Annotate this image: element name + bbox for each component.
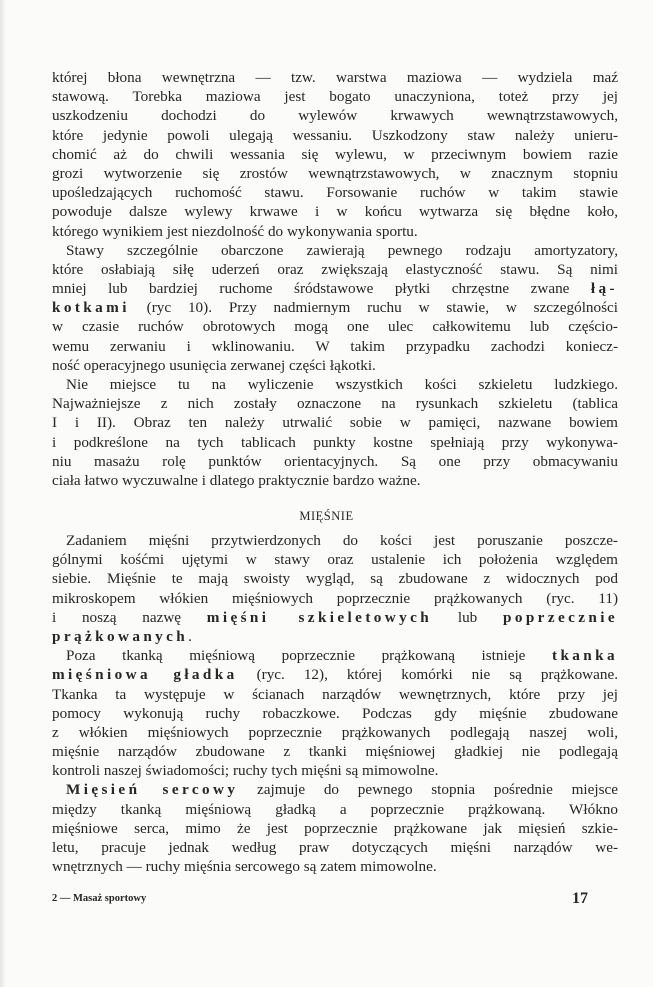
text-line: [52, 145, 618, 164]
text-run: stawową. Torebka maziowa jest bogato unaczyniona, toteż przy jej: [52, 88, 618, 106]
text-line: [52, 531, 618, 550]
body-text-section-1: [52, 68, 618, 490]
text-line: [52, 704, 618, 723]
text-run: uszkodzeniu dochodzi do wylewów krwawych wewnątrzstawowych,: [52, 107, 618, 125]
text-run: Tkanka ta występuje w ścianach narządów wewnętrznych, które przy jej: [52, 685, 618, 703]
text-run: Poza tkanką mięśniową poprzecznie prążkowaną istnieje: [66, 647, 552, 665]
scan-edge-shadow: [0, 0, 6, 987]
text-run: (ryc. 12), której komórki nie są prążkowane.: [237, 666, 619, 684]
spaced-emphasis-term: kotkami: [52, 299, 130, 317]
text-run: grozi wytworzenie się zrostów wewnątrzstawowych, w znacznym stopniu: [52, 164, 618, 182]
text-line: [52, 375, 618, 394]
section-heading: MIĘŚNIE: [299, 509, 354, 523]
text-line: [52, 106, 618, 125]
text-line: [52, 857, 618, 876]
text-run: siebie. Mięśnie te mają swoisty wygląd, są zbudowane z widocznych pod: [52, 570, 618, 588]
text-run: której błona wewnętrzna — tzw. warstwa maziowa — wydziela maź: [52, 69, 618, 86]
text-line: [52, 819, 618, 838]
text-line: [52, 723, 618, 742]
text-run: mięśnie narządów zbudowane z tkanki mięśniowej gładkiej nie podlegają: [52, 743, 618, 761]
paragraph: [52, 780, 618, 876]
text-run: ność operacyjnego usunięcia zerwanej części łąkotki.: [52, 356, 376, 374]
text-run: .: [188, 627, 192, 645]
text-line: [52, 126, 618, 145]
text-line: [52, 646, 618, 665]
spaced-emphasis-term: mięśni szkieletowych: [206, 608, 433, 626]
text-line: [52, 685, 618, 704]
text-run: Nie miejsce tu na wyliczenie wszystkich kości szkieletu ludzkiego.: [66, 376, 618, 393]
text-run: mniej lub bardziej ruchome śródstawowe płytki chrzęstne zwane: [52, 280, 591, 298]
text-run: chomić aż do chwili wessania się wylewu, w przeciwnym bowiem razie: [52, 145, 618, 163]
page-number: 17: [572, 890, 588, 907]
text-run: z włókien mięśniowych poprzecznie prążkowanych podlegają naszej woli,: [52, 723, 618, 741]
text-line: [52, 433, 618, 452]
text-line: [52, 800, 618, 819]
text-run: mikroskopem włókien mięśniowych poprzecznie prążkowanych (ryc. 11): [52, 589, 618, 607]
text-run: które osłabiają siłę uderzeń oraz zwiększają elastyczność stawu. Są nimi: [52, 260, 618, 278]
text-run: Najważniejsze z nich zostały oznaczone na rysunkach szkieletu (tablica: [52, 395, 618, 413]
spaced-emphasis-term: łą-: [590, 280, 618, 298]
text-line: [52, 298, 618, 317]
text-run: powoduje dalsze wylewy krwawe i w końcu wytwarza się błędne koło,: [52, 203, 618, 221]
text-run: wnętrznych — ruchy mięśnia sercowego są zatem mimowolne.: [52, 858, 437, 876]
text-run: mięśniowe serca, mimo że jest poprzecznie prążkowane jak mięsień szkie-: [52, 819, 618, 837]
text-line: [52, 337, 618, 356]
spaced-emphasis-term: Mięsień sercowy: [66, 781, 239, 799]
spaced-emphasis-term: tkanka: [552, 647, 618, 665]
text-run: gólnymi kośćmi ujętymi w stawy oraz ustalenie ich położenia względem: [52, 551, 618, 569]
body-text-section-2: [52, 531, 618, 876]
text-line: [52, 665, 618, 684]
text-run: kontroli naszej świadomości; ruchy tych mięśni są mimowolne.: [52, 762, 439, 780]
text-line: [52, 164, 618, 183]
text-run: Stawy szczególnie obarczone zawierają pewnego rodzaju amortyzatory,: [66, 241, 618, 259]
text-line: [52, 87, 618, 106]
text-line: [52, 183, 618, 202]
text-line: [52, 471, 618, 490]
text-line: [52, 780, 618, 799]
text-line: [52, 589, 618, 608]
text-run: Zadaniem mięśni przytwierdzonych do kości jest poruszanie poszcze-: [66, 532, 618, 549]
text-line: [52, 550, 618, 569]
text-line: [52, 761, 618, 780]
text-run: niu masażu rolę punktów orientacyjnych. Są one przy obmacywaniu: [52, 452, 618, 470]
paragraph: [52, 531, 618, 646]
text-run: zajmuje do pewnego stopnia pośrednie miejsce: [238, 781, 618, 799]
paragraph: [52, 241, 618, 375]
text-line: [52, 260, 618, 279]
text-run: i noszą nazwę: [52, 608, 207, 626]
paragraph: [52, 68, 618, 241]
text-run: i podkreślone na tych tablicach punkty kostne spełniają przy wykonywa-: [52, 433, 618, 451]
text-run: między tkanką mięśniową gładką a poprzecznie prążkowaną. Włókno: [52, 800, 618, 818]
text-run: (ryc 10). Przy nadmiernym ruchu w stawie, w szczególności: [129, 299, 618, 317]
text-line: [52, 627, 618, 646]
text-line: [52, 202, 618, 221]
text-run: którego wynikiem jest niezdolność do wykonywania sportu.: [52, 222, 418, 240]
spaced-emphasis-term: poprzecznie: [503, 608, 618, 626]
text-run: letu, pracuje jednak według praw dotyczących mięśni narządów we-: [52, 839, 618, 856]
text-run: I i II). Obraz ten należy utrwalić sobie w pamięci, nazwane bowiem: [52, 414, 618, 432]
text-line: [52, 222, 618, 241]
text-line: [52, 569, 618, 588]
text-run: ciała łatwo wyczuwalne i dlatego praktycznie bardzo ważne.: [52, 471, 421, 489]
text-line: [52, 838, 618, 857]
paragraph: [52, 646, 618, 780]
footer-book-reference: 2 — Masaż sportowy: [52, 893, 147, 904]
text-line: [52, 413, 618, 432]
text-line: [52, 279, 618, 298]
text-run: upośledzających ruchomość stawu. Forsowanie ruchów w takim stawie: [52, 184, 618, 202]
text-line: [52, 742, 618, 761]
text-line: [52, 241, 618, 260]
text-line: [52, 452, 618, 471]
text-run: które jedynie powoli ulegają wessaniu. Uszkodzony staw należy unieru-: [52, 126, 618, 144]
text-line: [52, 68, 618, 87]
text-line: [52, 317, 618, 336]
spaced-emphasis-term: prążkowanych: [52, 627, 189, 645]
spaced-emphasis-term: mięśniowa gładka: [52, 666, 238, 684]
text-line: [52, 608, 618, 627]
text-line: [52, 356, 618, 375]
text-run: w czasie ruchów obrotowych mogą one ulec całkowitemu lub częścio-: [52, 318, 618, 336]
text-run: wemu zerwaniu i wklinowaniu. W takim przypadku zachodzi koniecz-: [52, 337, 618, 355]
text-line: [52, 394, 618, 413]
text-run: lub: [432, 608, 503, 626]
paragraph: [52, 375, 618, 490]
text-run: pomocy wykonują ruchy robaczkowe. Podczas gdy mięśnie zbudowane: [52, 704, 618, 722]
